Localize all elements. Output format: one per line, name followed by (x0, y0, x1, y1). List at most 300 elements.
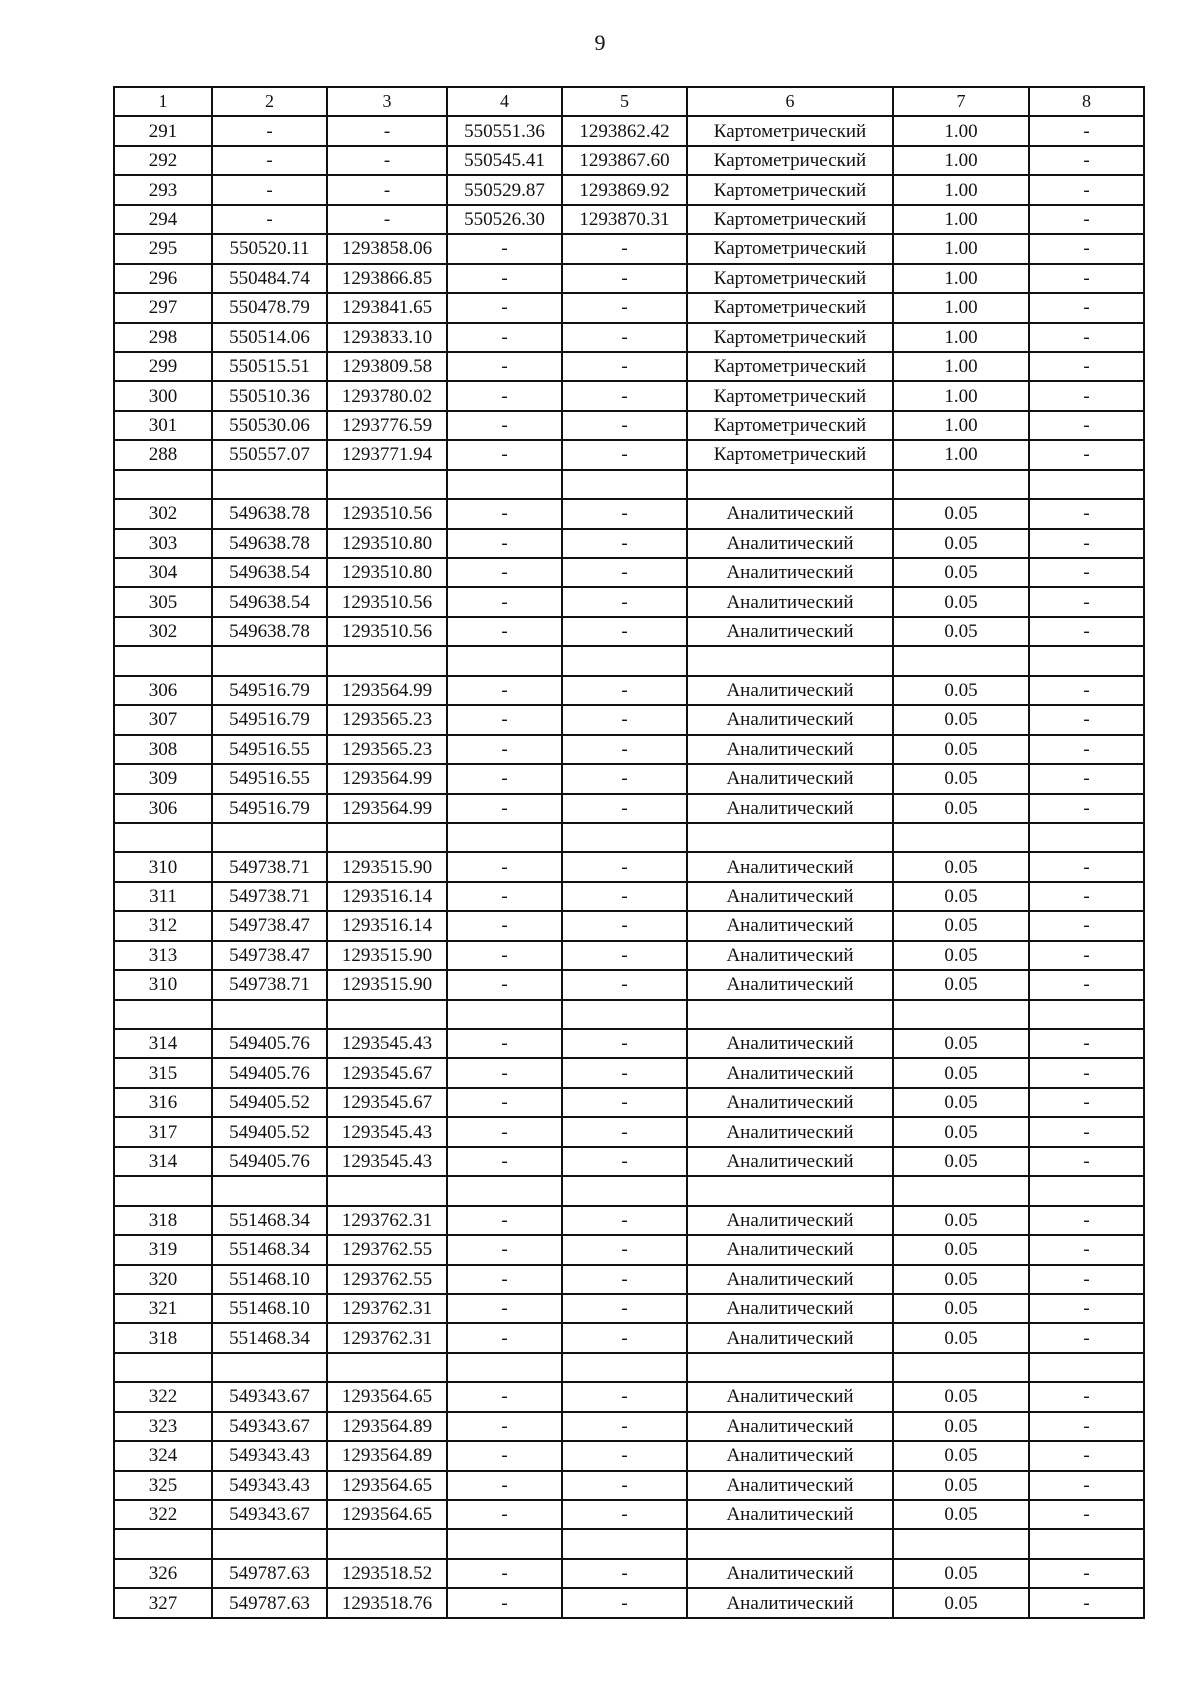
method-cell: Аналитический (687, 587, 893, 616)
note-cell: - (1029, 1559, 1144, 1588)
x-coordinate-cell: 549405.76 (212, 1029, 327, 1058)
y-coordinate-cell: 1293762.31 (327, 1294, 447, 1323)
y-coordinate-cell: 1293545.43 (327, 1117, 447, 1146)
accuracy-cell (893, 1176, 1029, 1205)
separator-row (114, 1529, 1144, 1558)
y-new-cell: 1293867.60 (562, 146, 687, 175)
note-cell: - (1029, 1206, 1144, 1235)
method-cell: Аналитический (687, 1058, 893, 1087)
y-new-cell: - (562, 440, 687, 469)
table-row (114, 411, 1144, 440)
note-cell: - (1029, 705, 1144, 734)
method-cell: Аналитический (687, 1441, 893, 1470)
accuracy-cell: 1.00 (893, 293, 1029, 322)
x-coordinate-cell: 549638.54 (212, 587, 327, 616)
method-cell: Аналитический (687, 1500, 893, 1529)
point-number-cell: 314 (114, 1029, 212, 1058)
y-coordinate-cell: 1293841.65 (327, 293, 447, 322)
point-number-cell: 296 (114, 264, 212, 293)
y-new-cell: 1293869.92 (562, 175, 687, 204)
table-row (114, 911, 1144, 940)
x-coordinate-cell: 551468.10 (212, 1294, 327, 1323)
method-cell (687, 823, 893, 852)
note-cell: - (1029, 911, 1144, 940)
y-coordinate-cell: 1293762.31 (327, 1206, 447, 1235)
x-coordinate-cell: 549343.67 (212, 1412, 327, 1441)
x-coordinate-cell: 549738.71 (212, 882, 327, 911)
y-new-cell: - (562, 587, 687, 616)
note-cell: - (1029, 352, 1144, 381)
x-new-cell: - (447, 941, 562, 970)
y-new-cell: - (562, 529, 687, 558)
accuracy-cell: 0.05 (893, 1029, 1029, 1058)
point-number-cell: 313 (114, 941, 212, 970)
accuracy-cell: 1.00 (893, 116, 1029, 145)
y-coordinate-cell: 1293564.65 (327, 1471, 447, 1500)
table-row (114, 116, 1144, 145)
method-cell: Картометрический (687, 411, 893, 440)
point-number-cell: 314 (114, 1147, 212, 1176)
y-new-cell: - (562, 1147, 687, 1176)
x-new-cell: - (447, 440, 562, 469)
x-coordinate-cell: - (212, 175, 327, 204)
note-cell: - (1029, 1471, 1144, 1500)
y-coordinate-cell: 1293866.85 (327, 264, 447, 293)
note-cell: - (1029, 1088, 1144, 1117)
y-coordinate-cell: 1293545.43 (327, 1029, 447, 1058)
column-header: 2 (212, 87, 327, 116)
y-coordinate-cell: 1293515.90 (327, 941, 447, 970)
x-new-cell: - (447, 558, 562, 587)
point-number-cell: 298 (114, 323, 212, 352)
point-number-cell: 311 (114, 882, 212, 911)
accuracy-cell: 0.05 (893, 794, 1029, 823)
column-header: 8 (1029, 87, 1144, 116)
table-row (114, 852, 1144, 881)
column-header: 4 (447, 87, 562, 116)
x-coordinate-cell: 549516.55 (212, 764, 327, 793)
y-coordinate-cell: 1293510.56 (327, 617, 447, 646)
accuracy-cell: 0.05 (893, 1588, 1029, 1617)
x-new-cell: - (447, 882, 562, 911)
accuracy-cell: 0.05 (893, 735, 1029, 764)
method-cell: Аналитический (687, 1117, 893, 1146)
y-new-cell (562, 1176, 687, 1205)
note-cell: - (1029, 1588, 1144, 1617)
table-row (114, 146, 1144, 175)
note-cell: - (1029, 852, 1144, 881)
x-new-cell: - (447, 1206, 562, 1235)
x-coordinate-cell (212, 1529, 327, 1558)
method-cell: Аналитический (687, 941, 893, 970)
y-coordinate-cell: 1293518.76 (327, 1588, 447, 1617)
point-number-cell: 307 (114, 705, 212, 734)
method-cell: Картометрический (687, 264, 893, 293)
x-new-cell: 550526.30 (447, 205, 562, 234)
method-cell: Аналитический (687, 852, 893, 881)
point-number-cell: 293 (114, 175, 212, 204)
x-new-cell: - (447, 1323, 562, 1352)
y-coordinate-cell: 1293564.99 (327, 764, 447, 793)
table-row (114, 1382, 1144, 1411)
note-cell: - (1029, 1117, 1144, 1146)
point-number-cell (114, 1529, 212, 1558)
accuracy-cell: 0.05 (893, 941, 1029, 970)
point-number-cell (114, 470, 212, 499)
accuracy-cell (893, 470, 1029, 499)
table-row (114, 1029, 1144, 1058)
y-coordinate-cell: 1293565.23 (327, 735, 447, 764)
x-new-cell: - (447, 764, 562, 793)
method-cell: Аналитический (687, 1323, 893, 1352)
y-new-cell: - (562, 794, 687, 823)
y-coordinate-cell: 1293516.14 (327, 911, 447, 940)
y-new-cell: - (562, 293, 687, 322)
point-number-cell: 304 (114, 558, 212, 587)
x-new-cell: - (447, 529, 562, 558)
method-cell: Картометрический (687, 381, 893, 410)
accuracy-cell: 0.05 (893, 529, 1029, 558)
point-number-cell (114, 1176, 212, 1205)
x-coordinate-cell: 550520.11 (212, 234, 327, 263)
x-coordinate-cell: 550514.06 (212, 323, 327, 352)
method-cell: Аналитический (687, 882, 893, 911)
note-cell (1029, 470, 1144, 499)
accuracy-cell (893, 1353, 1029, 1382)
column-header: 6 (687, 87, 893, 116)
x-coordinate-cell: 550478.79 (212, 293, 327, 322)
method-cell: Картометрический (687, 146, 893, 175)
note-cell: - (1029, 146, 1144, 175)
table-row (114, 794, 1144, 823)
x-new-cell: - (447, 1058, 562, 1087)
x-coordinate-cell: 550510.36 (212, 381, 327, 410)
y-new-cell: - (562, 735, 687, 764)
y-new-cell: - (562, 852, 687, 881)
method-cell: Аналитический (687, 558, 893, 587)
accuracy-cell: 0.05 (893, 1265, 1029, 1294)
table-row (114, 1235, 1144, 1264)
accuracy-cell: 1.00 (893, 411, 1029, 440)
x-new-cell: - (447, 735, 562, 764)
y-new-cell (562, 823, 687, 852)
y-coordinate-cell: 1293518.52 (327, 1559, 447, 1588)
table-row (114, 1265, 1144, 1294)
note-cell (1029, 1529, 1144, 1558)
x-new-cell: - (447, 1412, 562, 1441)
y-new-cell: - (562, 1058, 687, 1087)
point-number-cell: 291 (114, 116, 212, 145)
method-cell: Картометрический (687, 323, 893, 352)
accuracy-cell: 0.05 (893, 705, 1029, 734)
x-coordinate-cell: 550557.07 (212, 440, 327, 469)
y-new-cell: - (562, 1294, 687, 1323)
table-row (114, 440, 1144, 469)
x-new-cell: 550529.87 (447, 175, 562, 204)
table-row (114, 205, 1144, 234)
separator-row (114, 646, 1144, 675)
y-new-cell: - (562, 1029, 687, 1058)
point-number-cell: 302 (114, 499, 212, 528)
y-new-cell: - (562, 1500, 687, 1529)
note-cell: - (1029, 794, 1144, 823)
point-number-cell (114, 646, 212, 675)
x-coordinate-cell: 549516.79 (212, 794, 327, 823)
x-new-cell (447, 1353, 562, 1382)
accuracy-cell: 1.00 (893, 205, 1029, 234)
point-number-cell: 299 (114, 352, 212, 381)
x-new-cell: - (447, 352, 562, 381)
y-new-cell: - (562, 705, 687, 734)
x-new-cell (447, 1176, 562, 1205)
x-coordinate-cell: 549738.71 (212, 970, 327, 999)
table-row (114, 352, 1144, 381)
x-new-cell: - (447, 1117, 562, 1146)
table-row (114, 1147, 1144, 1176)
x-new-cell: - (447, 1471, 562, 1500)
y-coordinate-cell: 1293564.65 (327, 1500, 447, 1529)
point-number-cell (114, 823, 212, 852)
method-cell: Аналитический (687, 794, 893, 823)
method-cell: Аналитический (687, 676, 893, 705)
accuracy-cell: 0.05 (893, 1235, 1029, 1264)
method-cell: Картометрический (687, 116, 893, 145)
accuracy-cell: 0.05 (893, 558, 1029, 587)
x-new-cell: - (447, 411, 562, 440)
x-new-cell: - (447, 293, 562, 322)
note-cell: - (1029, 558, 1144, 587)
method-cell: Аналитический (687, 1147, 893, 1176)
x-coordinate-cell: 551468.34 (212, 1206, 327, 1235)
table-row (114, 1206, 1144, 1235)
accuracy-cell: 0.05 (893, 1294, 1029, 1323)
y-coordinate-cell: 1293771.94 (327, 440, 447, 469)
x-coordinate-cell: 551468.10 (212, 1265, 327, 1294)
y-coordinate-cell: 1293564.89 (327, 1441, 447, 1470)
method-cell: Аналитический (687, 1382, 893, 1411)
method-cell: Картометрический (687, 440, 893, 469)
note-cell: - (1029, 411, 1144, 440)
y-new-cell: - (562, 1588, 687, 1617)
point-number-cell: 318 (114, 1323, 212, 1352)
x-coordinate-cell: 549405.52 (212, 1117, 327, 1146)
note-cell: - (1029, 1412, 1144, 1441)
y-new-cell: - (562, 1117, 687, 1146)
x-coordinate-cell: 549516.79 (212, 705, 327, 734)
table-row (114, 558, 1144, 587)
column-header: 3 (327, 87, 447, 116)
x-new-cell: - (447, 1382, 562, 1411)
x-coordinate-cell: 549638.78 (212, 617, 327, 646)
point-number-cell: 326 (114, 1559, 212, 1588)
y-coordinate-cell: 1293564.65 (327, 1382, 447, 1411)
note-cell: - (1029, 1265, 1144, 1294)
table-row (114, 264, 1144, 293)
note-cell: - (1029, 970, 1144, 999)
point-number-cell: 295 (114, 234, 212, 263)
y-coordinate-cell: 1293515.90 (327, 852, 447, 881)
y-coordinate-cell: 1293516.14 (327, 882, 447, 911)
y-coordinate-cell: - (327, 205, 447, 234)
accuracy-cell (893, 1529, 1029, 1558)
method-cell: Аналитический (687, 1471, 893, 1500)
y-coordinate-cell (327, 470, 447, 499)
note-cell: - (1029, 1235, 1144, 1264)
x-coordinate-cell: 551468.34 (212, 1235, 327, 1264)
method-cell: Аналитический (687, 705, 893, 734)
x-new-cell: - (447, 705, 562, 734)
x-coordinate-cell: 549405.52 (212, 1088, 327, 1117)
point-number-cell: 294 (114, 205, 212, 234)
note-cell: - (1029, 293, 1144, 322)
y-new-cell: - (562, 1206, 687, 1235)
point-number-cell: 318 (114, 1206, 212, 1235)
table-row (114, 1559, 1144, 1588)
note-cell: - (1029, 882, 1144, 911)
y-coordinate-cell: 1293510.56 (327, 587, 447, 616)
accuracy-cell: 0.05 (893, 1441, 1029, 1470)
accuracy-cell (893, 823, 1029, 852)
y-new-cell (562, 1353, 687, 1382)
x-new-cell: - (447, 1588, 562, 1617)
point-number-cell: 305 (114, 587, 212, 616)
note-cell: - (1029, 116, 1144, 145)
point-number-cell: 322 (114, 1500, 212, 1529)
note-cell: - (1029, 1323, 1144, 1352)
accuracy-cell (893, 1000, 1029, 1029)
accuracy-cell: 0.05 (893, 970, 1029, 999)
y-coordinate-cell: 1293776.59 (327, 411, 447, 440)
table-row (114, 1500, 1144, 1529)
accuracy-cell: 0.05 (893, 1500, 1029, 1529)
table-row (114, 381, 1144, 410)
y-new-cell: - (562, 1265, 687, 1294)
x-coordinate-cell: 550515.51 (212, 352, 327, 381)
note-cell (1029, 1176, 1144, 1205)
method-cell: Аналитический (687, 970, 893, 999)
table-row (114, 1088, 1144, 1117)
point-number-cell: 321 (114, 1294, 212, 1323)
method-cell: Картометрический (687, 175, 893, 204)
accuracy-cell: 1.00 (893, 440, 1029, 469)
x-coordinate-cell: 549405.76 (212, 1147, 327, 1176)
point-number-cell: 323 (114, 1412, 212, 1441)
table-row (114, 323, 1144, 352)
x-coordinate-cell: 549787.63 (212, 1588, 327, 1617)
table-row (114, 529, 1144, 558)
point-number-cell (114, 1353, 212, 1382)
x-new-cell: - (447, 794, 562, 823)
separator-row (114, 1176, 1144, 1205)
point-number-cell: 306 (114, 676, 212, 705)
y-new-cell: - (562, 352, 687, 381)
accuracy-cell: 0.05 (893, 1559, 1029, 1588)
y-coordinate-cell: 1293858.06 (327, 234, 447, 263)
accuracy-cell: 1.00 (893, 234, 1029, 263)
y-new-cell: - (562, 941, 687, 970)
table-row (114, 1471, 1144, 1500)
method-cell: Аналитический (687, 735, 893, 764)
y-coordinate-cell: 1293545.67 (327, 1058, 447, 1087)
table-row (114, 705, 1144, 734)
table-header (114, 87, 1144, 116)
x-coordinate-cell: - (212, 146, 327, 175)
point-number-cell (114, 1000, 212, 1029)
x-coordinate-cell: 549516.55 (212, 735, 327, 764)
y-new-cell: - (562, 1412, 687, 1441)
table-row (114, 234, 1144, 263)
note-cell: - (1029, 676, 1144, 705)
y-new-cell: - (562, 676, 687, 705)
point-number-cell: 300 (114, 381, 212, 410)
y-coordinate-cell: 1293762.31 (327, 1323, 447, 1352)
y-new-cell: - (562, 499, 687, 528)
method-cell: Аналитический (687, 1412, 893, 1441)
y-new-cell (562, 1529, 687, 1558)
accuracy-cell: 1.00 (893, 352, 1029, 381)
note-cell: - (1029, 1058, 1144, 1087)
x-new-cell: - (447, 1088, 562, 1117)
method-cell: Картометрический (687, 205, 893, 234)
note-cell (1029, 1353, 1144, 1382)
y-coordinate-cell (327, 1000, 447, 1029)
table-row (114, 1588, 1144, 1617)
x-new-cell: - (447, 1235, 562, 1264)
y-new-cell: 1293870.31 (562, 205, 687, 234)
point-number-cell: 306 (114, 794, 212, 823)
note-cell: - (1029, 529, 1144, 558)
y-coordinate-cell (327, 646, 447, 675)
table-row (114, 1058, 1144, 1087)
page-number: 9 (594, 30, 606, 55)
y-coordinate-cell: 1293515.90 (327, 970, 447, 999)
point-number-cell: 288 (114, 440, 212, 469)
y-coordinate-cell: - (327, 175, 447, 204)
x-coordinate-cell (212, 823, 327, 852)
accuracy-cell: 1.00 (893, 146, 1029, 175)
x-new-cell: - (447, 499, 562, 528)
note-cell: - (1029, 587, 1144, 616)
x-coordinate-cell: 550530.06 (212, 411, 327, 440)
note-cell: - (1029, 1382, 1144, 1411)
y-new-cell: - (562, 617, 687, 646)
x-coordinate-cell: 550484.74 (212, 264, 327, 293)
method-cell: Аналитический (687, 1088, 893, 1117)
method-cell: Аналитический (687, 1235, 893, 1264)
x-new-cell: - (447, 1265, 562, 1294)
x-new-cell: - (447, 1441, 562, 1470)
x-new-cell: - (447, 911, 562, 940)
table-row (114, 882, 1144, 911)
x-coordinate-cell: 549343.67 (212, 1500, 327, 1529)
point-number-cell: 297 (114, 293, 212, 322)
method-cell (687, 1176, 893, 1205)
x-new-cell: - (447, 1294, 562, 1323)
y-new-cell: - (562, 1382, 687, 1411)
note-cell: - (1029, 323, 1144, 352)
table-row (114, 764, 1144, 793)
table-row (114, 1323, 1144, 1352)
x-coordinate-cell: 549638.78 (212, 529, 327, 558)
method-cell: Аналитический (687, 1029, 893, 1058)
accuracy-cell: 1.00 (893, 381, 1029, 410)
y-new-cell: - (562, 558, 687, 587)
note-cell (1029, 646, 1144, 675)
method-cell: Аналитический (687, 1559, 893, 1588)
y-new-cell: - (562, 911, 687, 940)
x-coordinate-cell: - (212, 116, 327, 145)
method-cell (687, 1000, 893, 1029)
